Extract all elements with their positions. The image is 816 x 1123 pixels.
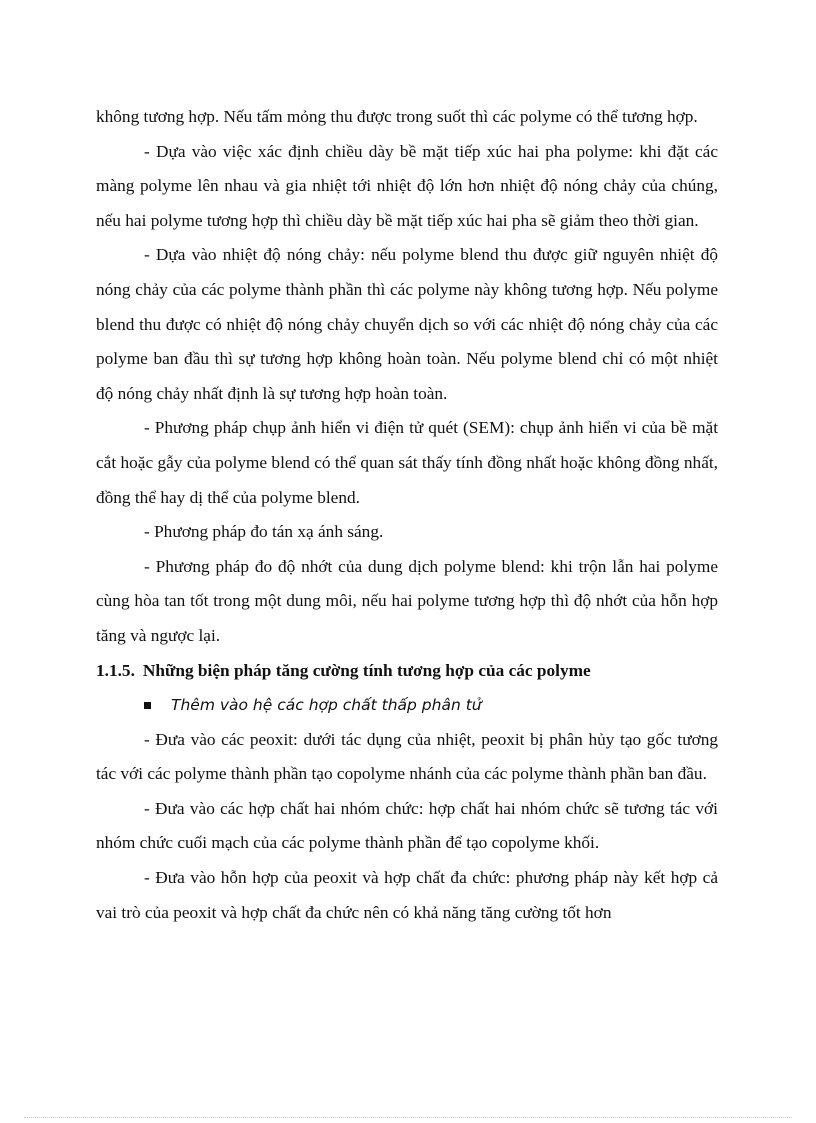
paragraph-continuation: không tương hợp. Nếu tấm mỏng thu được trong suốt thì các polyme có thể tương hợp. (96, 107, 698, 126)
section-number: 1.1.5. (96, 660, 135, 680)
paragraph-melting-point: - Dựa vào nhiệt độ nóng chảy: nếu polyme blend thu được giữ nguyên nhiệt độ nóng chảy của các polyme thành phần thì các polyme này không tương hợp. Nếu polyme blend thu được có nhiệt độ nóng chảy chuyển dịch so với các nhiệt độ nóng chảy của các polyme ban đầu thì sự tương hợp không hoàn toàn. Nếu polyme blend chỉ có một nhiệt độ nóng chảy nhất định là sự tương hợp hoàn toàn. (96, 245, 718, 403)
page-bottom-divider (24, 1117, 792, 1118)
paragraph-peroxide-polyfunctional: - Đưa vào hỗn hợp của peoxit và hợp chất đa chức: phương pháp này kết hợp cả vai trò của peoxit và hợp chất đa chức nên có khả năng tăng cường tốt hơn (96, 868, 718, 922)
paragraph-interface-thickness: - Dựa vào việc xác định chiều dày bề mặt tiếp xúc hai pha polyme: khi đặt các màng polyme lên nhau và gia nhiệt tới nhiệt độ lớn hơn nhiệt độ nóng chảy của chúng, nếu hai polyme tương hợp thì chiều dày bề mặt tiếp xúc hai pha sẽ giảm theo thời gian. (96, 141, 718, 230)
bullet-item-text: Thêm vào hệ các hợp chất thấp phân tử (171, 696, 482, 715)
paragraph-peroxide: - Đưa vào các peoxit: dưới tác dụng của nhiệt, peoxit bị phân hủy tạo gốc tương tác với các polyme thành phần tạo copolyme nhánh của các polyme thành phần ban đầu. (96, 729, 718, 784)
paragraph-sem: - Phương pháp chụp ảnh hiển vi điện tử quét (SEM): chụp ảnh hiển vi của bề mặt cắt hoặc gẫy của polyme blend có thể quan sát thấy tính đồng nhất hoặc không đồng nhất, đồng thể hay dị thể của polyme blend. (96, 418, 718, 507)
paragraph-light-scattering: - Phương pháp đo tán xạ ánh sáng. (144, 522, 384, 542)
document-page (96, 100, 718, 930)
paragraph-viscosity: - Phương pháp đo độ nhớt của dung dịch polyme blend: khi trộn lẫn hai polyme cùng hòa tan tốt trong một dung môi, nếu hai polyme tương hợp thì độ nhớt của hỗn hợp tăng và ngược lại. (96, 556, 718, 645)
section-heading (96, 654, 718, 689)
square-bullet-icon (144, 702, 151, 709)
bullet-item (96, 688, 718, 723)
section-title: Những biện pháp tăng cường tính tương hợp của các polyme (142, 660, 591, 680)
paragraph-bifunctional: - Đưa vào các hợp chất hai nhóm chức: hợp chất hai nhóm chức sẽ tương tác với nhóm chức cuối mạch của các polyme thành phần để tạo copolyme khối. (96, 798, 718, 853)
